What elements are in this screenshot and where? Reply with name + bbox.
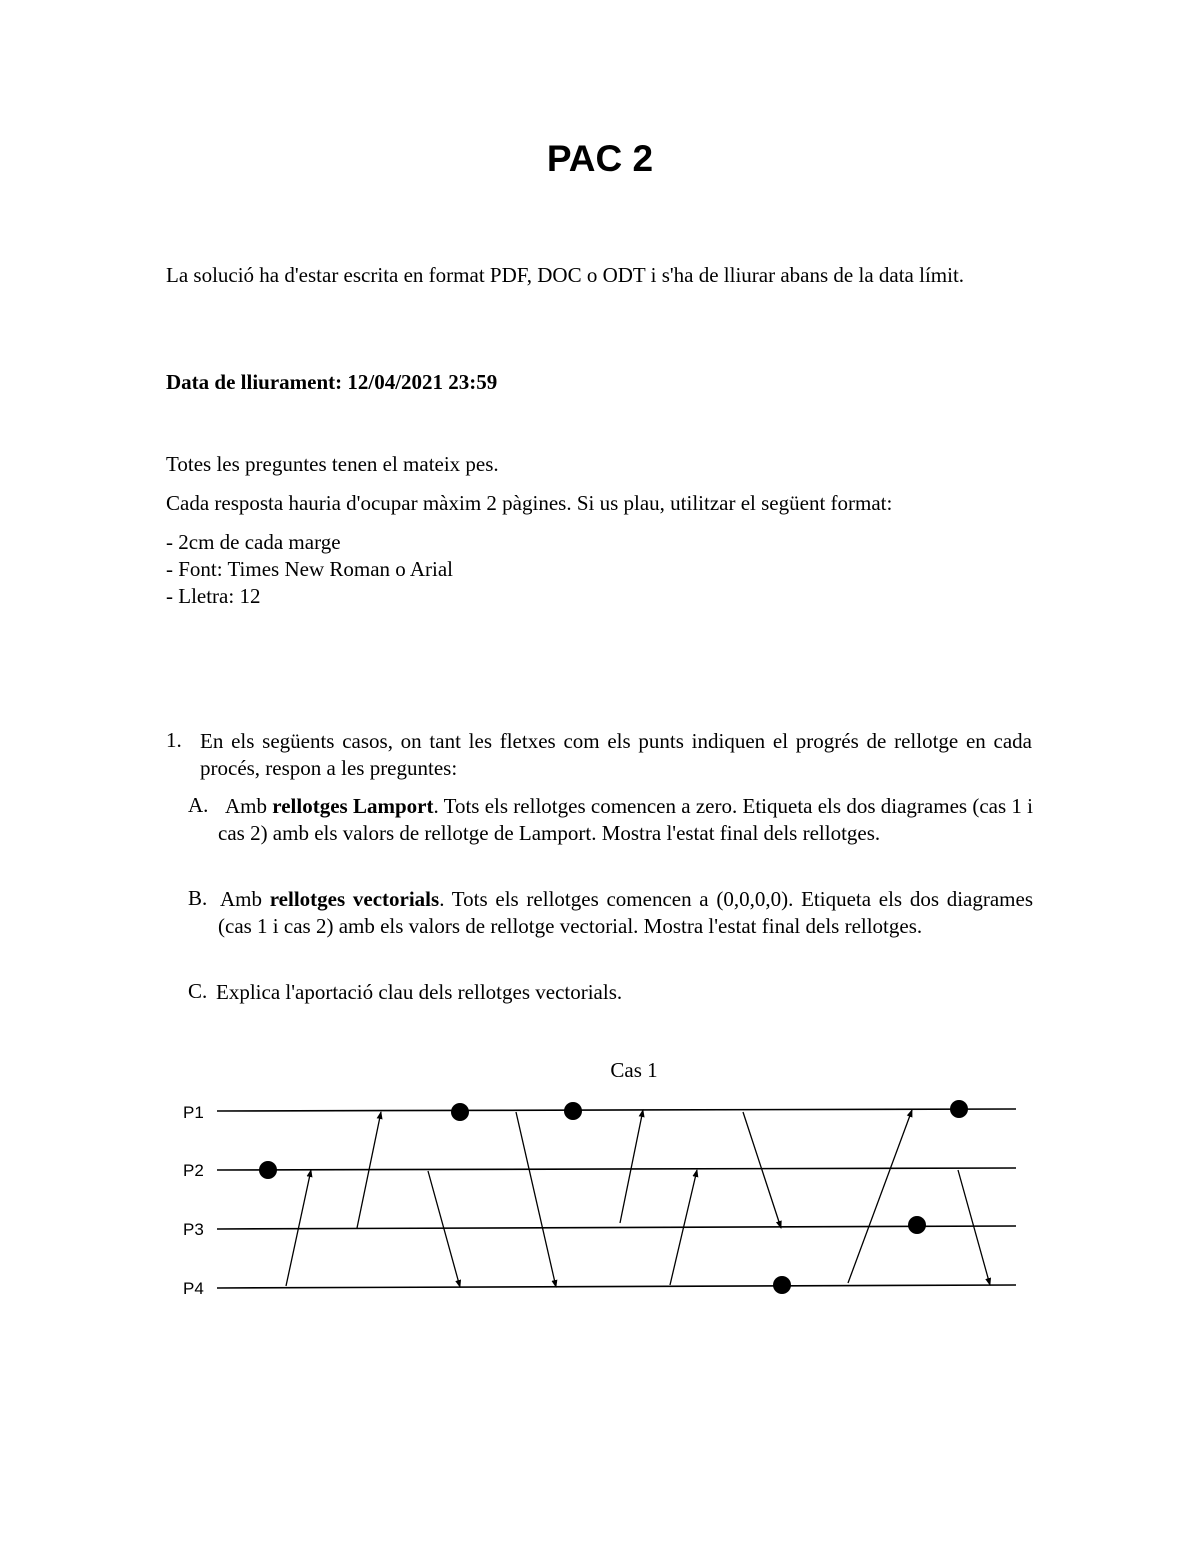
timeline-p4 [217,1285,1016,1288]
intro-paragraph: La solució ha d'estar escrita en format PDF, DOC o ODT i s'ha de lliurar abans de la data límit. [166,263,965,287]
part-b-letter: B. [188,886,208,910]
weights-note: Totes les preguntes tenen el mateix pes. [166,452,499,476]
message-arrow [848,1110,912,1283]
process-label-p3: P3 [183,1220,204,1239]
event-dot [950,1100,968,1118]
format-item-size: - Lletra: 12 [166,584,261,608]
timeline-p2 [217,1168,1016,1170]
part-a-bold: rellotges Lamport [272,794,434,818]
part-b-pre: Amb [220,887,270,911]
format-item-font: - Font: Times New Roman o Arial [166,557,454,581]
diagram-caption: Cas 1 [610,1058,658,1082]
deadline: Data de lliurament: 12/04/2021 23:59 [166,370,498,394]
event-dot [773,1276,791,1294]
message-arrow [743,1112,781,1228]
cas1-diagram [170,1050,1050,1310]
part-c-letter: C. [188,979,208,1003]
page-title: PAC 2 [546,138,654,179]
message-arrow [620,1110,643,1223]
event-dot [564,1102,582,1120]
event-dot [259,1161,277,1179]
part-a-pre: Amb [225,794,273,818]
process-label-p1: P1 [183,1103,204,1122]
part-b-bold: rellotges vectorials [269,887,440,911]
message-arrow [516,1112,556,1287]
event-dot [451,1103,469,1121]
part-c-text: Explica l'aportació clau dels rellotges vectorials. [216,980,623,1004]
message-arrow [958,1170,990,1285]
question-text: En els següents casos, on tant les fletxes com els punts indiquen el progrés de rellotge en cada procés, respon a les preguntes: [200,729,1032,780]
format-note: Cada resposta hauria d'ocupar màxim 2 pàgines. Si us plau, utilitzar el següent format: [166,491,893,515]
message-arrow [428,1171,460,1287]
part-a-text [218,793,1033,846]
process-label-p4: P4 [183,1279,204,1298]
part-b-post: . Tots els rellotges comencen a (0,0,0,0). Etiqueta els dos diagrames (cas 1 i cas 2) amb els valors de rellotge vectorial. Mostra l'estat final dels rellotges. [218,887,1034,938]
question-number: 1. [166,728,182,752]
part-a-post: . Tots els rellotges comencen a zero. Etiqueta els dos diagrames (cas 1 i cas 2) amb els valors de rellotge de Lamport. Mostra l'estat final dels rellotges. [218,794,1033,845]
part-a-letter: A. [188,793,209,817]
timeline-p3 [217,1226,1016,1229]
timeline-p1 [217,1109,1016,1111]
process-label-p2: P2 [183,1161,204,1180]
event-dot [908,1216,926,1234]
part-b-text [218,886,1033,939]
format-item-margin: - 2cm de cada marge [166,530,341,554]
